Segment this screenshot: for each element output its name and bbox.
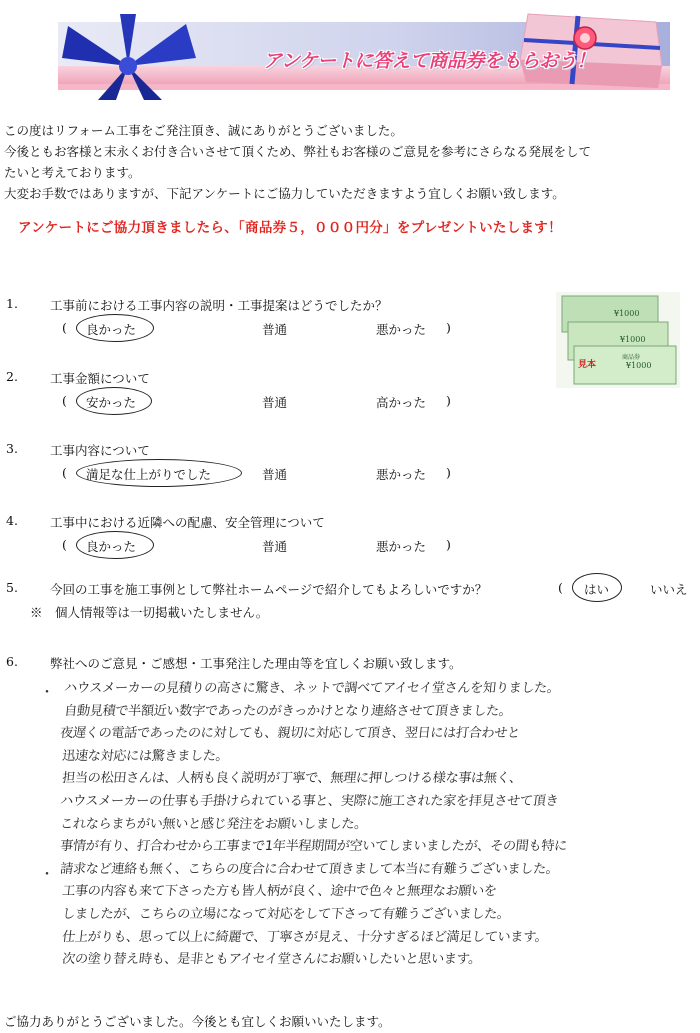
option-good[interactable]: 良かった bbox=[86, 539, 137, 554]
closing-message: ご協力ありがとうございました。今後とも宜しくお願いいたします。 bbox=[4, 1014, 391, 1029]
option-no[interactable]: いいえ bbox=[650, 582, 688, 597]
paren-close: ) bbox=[446, 465, 451, 480]
paren-open: ( bbox=[558, 580, 563, 595]
answer-options bbox=[0, 537, 700, 559]
answer-line: 請求など連絡も無く、こちらの度合に合わせて頂きまして本当に有難うございました。 bbox=[59, 861, 560, 877]
answer-line: 担当の松田さんは、人柄も良く説明が丁寧で、無理に押しつける様な事は無く、 bbox=[61, 771, 523, 787]
bullet-mark: ・ bbox=[40, 685, 54, 701]
answer-options bbox=[0, 393, 700, 415]
intro-line: 大変お手数ではありますが、下記アンケートにご協力していただきますよう宜しくお願い致します。 bbox=[4, 186, 565, 201]
promo-text: アンケートにご協力頂きましたら、「商品券５，０００円分」をプレゼントいたします！ bbox=[18, 220, 562, 236]
option-bad[interactable]: 悪かった bbox=[376, 322, 427, 337]
answer-line: 自動見積で半額近い数字であったのがきっかけとなり連絡させて頂きました。 bbox=[63, 703, 513, 719]
option-normal[interactable]: 普通 bbox=[262, 539, 288, 554]
option-bad[interactable]: 悪かった bbox=[376, 467, 427, 482]
question-text: 工事金額について bbox=[50, 371, 150, 386]
answer-options bbox=[0, 465, 700, 487]
option-good[interactable]: 良かった bbox=[86, 322, 137, 337]
question-text: 工事前における工事内容の説明・工事提案はどうでしたか？ bbox=[50, 298, 388, 313]
answer-line: しましたが、こちらの立場になって対応をして下さって有難うございました。 bbox=[61, 906, 511, 922]
paren-open: ( bbox=[62, 320, 67, 335]
voucher-label: 商品券 bbox=[622, 354, 641, 361]
privacy-note: ※ 個人情報等は一切掲載いたしません。 bbox=[30, 605, 269, 620]
question-number: 4. bbox=[6, 513, 18, 528]
header-banner bbox=[58, 8, 670, 100]
paren-open: ( bbox=[62, 465, 67, 480]
paren-close: ) bbox=[446, 537, 451, 552]
voucher-stamp: 見本 bbox=[578, 360, 597, 370]
option-satisfied[interactable]: 満足な仕上がりでした bbox=[86, 467, 212, 482]
answer-line: 次の塗り替え時も、是非ともアイセイ堂さんにお願いしたいと思います。 bbox=[61, 952, 482, 968]
bullet-mark: ・ bbox=[40, 867, 54, 883]
answer-line: ハウスメーカーの仕事も手掛けられている事と、実際に施工された家を拝見させて頂き bbox=[59, 793, 559, 809]
answer-line: ハウスメーカーの見積りの高さに驚き、ネットで調べてアイセイ堂さんを知りました。 bbox=[63, 681, 561, 696]
paren-open: ( bbox=[62, 393, 67, 408]
intro-line: たいと考えております。 bbox=[4, 165, 141, 180]
voucher-amount: ¥1000 bbox=[614, 309, 640, 318]
answer-options bbox=[0, 320, 700, 342]
question-number: 3. bbox=[6, 441, 18, 456]
option-normal[interactable]: 普通 bbox=[262, 467, 288, 482]
intro-text bbox=[4, 120, 696, 204]
question-text: 今回の工事を施工事例として弊社ホームページで紹介してもよろしいですか？ bbox=[50, 582, 488, 597]
question-number: 5. bbox=[6, 580, 18, 595]
option-yes[interactable]: はい bbox=[584, 582, 610, 597]
question-text: 弊社へのご意見・ご感想・工事発注した理由等を宜しくお願い致します。 bbox=[50, 656, 462, 671]
question-number: 1. bbox=[6, 296, 18, 311]
paren-close: ) bbox=[446, 393, 451, 408]
paren-close: ) bbox=[446, 320, 451, 335]
question-text: 工事内容について bbox=[50, 443, 150, 458]
voucher-amount: ¥1000 bbox=[620, 335, 646, 344]
banner-title: アンケートに答えて商品券をもらおう！ bbox=[263, 50, 595, 72]
handwritten-answer bbox=[44, 678, 696, 972]
option-bad[interactable]: 悪かった bbox=[376, 539, 427, 554]
intro-line: この度はリフォーム工事をご発注頂き、誠にありがとうございました。 bbox=[4, 123, 403, 138]
answer-line: 迅速な対応には驚きました。 bbox=[61, 748, 230, 764]
option-cheap[interactable]: 安かった bbox=[86, 395, 137, 410]
question-text: 工事中における近隣への配慮、安全管理について bbox=[50, 515, 325, 530]
option-normal[interactable]: 普通 bbox=[262, 322, 288, 337]
question-number: 6. bbox=[6, 654, 18, 669]
answer-line: 夜遅くの電話であったのに対しても、親切に対応して頂き、翌日には打合わせと bbox=[59, 726, 521, 742]
answer-line: 工事の内容も来て下さった方も皆人柄が良く、途中で色々と無理なお願いを bbox=[61, 884, 498, 900]
answer-line: 事情が有り、打合わせから工事まで1年半程期間が空いてしまいましたが、その間も特に bbox=[59, 839, 568, 855]
paren-open: ( bbox=[62, 537, 67, 552]
intro-line: 今後ともお客様と末永くお付き合いさせて頂くため、弊社もお客様のご意見を参考にさらなる発展をして bbox=[4, 144, 592, 159]
option-expensive[interactable]: 高かった bbox=[376, 395, 427, 410]
voucher-amount: ¥1000 bbox=[626, 361, 652, 370]
answer-line: これならまちがい無いと感じ発注をお願いしました。 bbox=[59, 816, 368, 832]
option-normal[interactable]: 普通 bbox=[262, 395, 288, 410]
question-number: 2. bbox=[6, 369, 18, 384]
answer-line: 仕上がりも、思って以上に綺麗で、丁寧さが見え、十分すぎるほど満足しています。 bbox=[61, 929, 549, 945]
